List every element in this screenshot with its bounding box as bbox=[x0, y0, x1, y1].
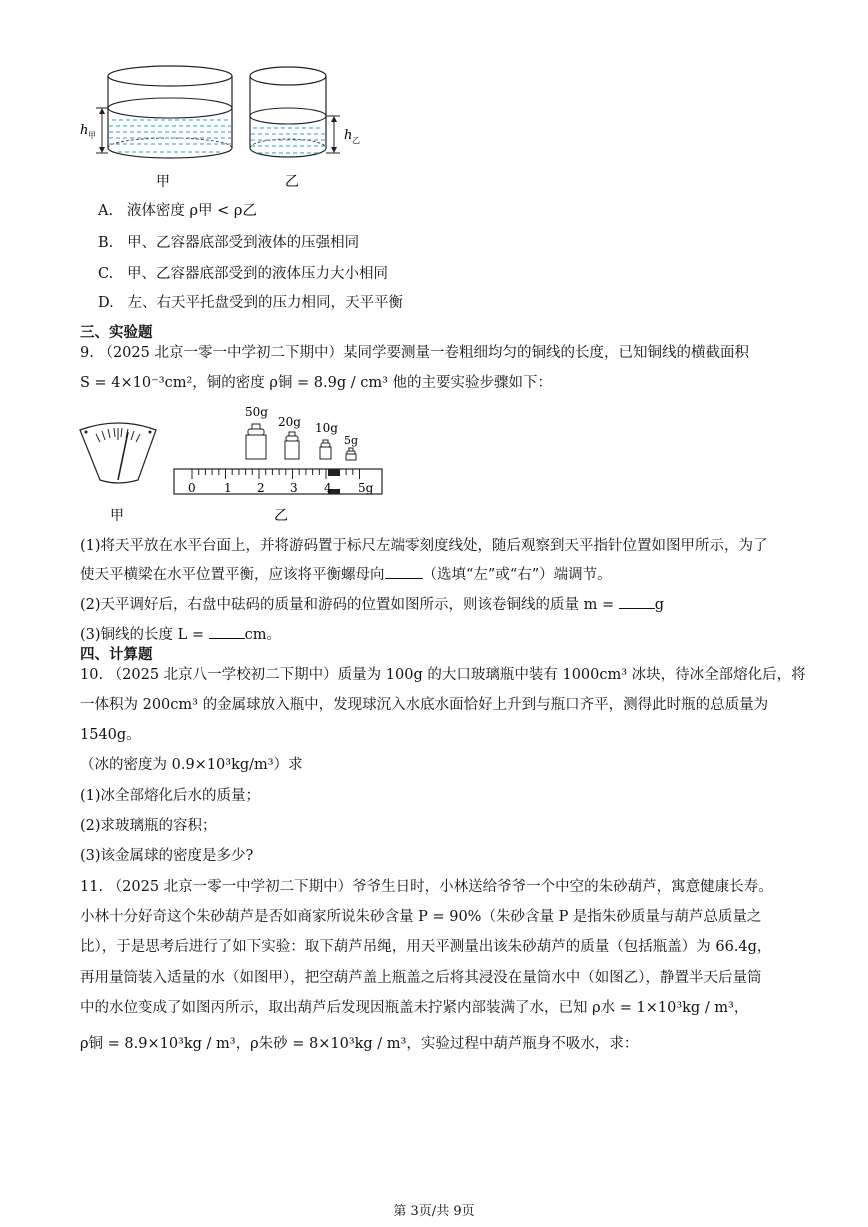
q9-step3-unit: cm。 bbox=[244, 627, 282, 643]
q10-sub3: (3)该金属球的密度是多少? bbox=[80, 848, 254, 864]
q9-step1-line1: (1)将天平放在水平台面上，并将游码置于标尺左端零刻度线处，随后观察到天平指针位置如图甲所示，为了 bbox=[80, 538, 768, 554]
scale-label-3: 3 bbox=[290, 481, 298, 495]
h-yi-label: h bbox=[344, 128, 353, 143]
option-a-text: 液体密度 ρ甲 < ρ乙 bbox=[126, 203, 257, 219]
page-footer: 第 3页/共 9页 bbox=[393, 1204, 475, 1219]
q9-line2: S = 4×10⁻³cm²，铜的密度 ρ铜 = 8.9g / cm³ 他的主要实验步骤如下： bbox=[80, 375, 553, 391]
q9-step3-blank[interactable] bbox=[209, 624, 245, 639]
cylinder-yi bbox=[250, 67, 360, 157]
q11-line5: 中的水位变成了如图丙所示，取出葫芦后发现因瓶盖未拧紧内部装满了水，已知 ρ水 = 1×10³kg / m³， bbox=[80, 1000, 749, 1016]
q9-step2-unit: g bbox=[654, 597, 665, 613]
weight-20g-label: 20g bbox=[278, 415, 301, 429]
weight-50g-icon bbox=[246, 424, 266, 459]
q9-line1: 9. （2025 北京一零一中学初二下期中）某同学要测量一卷粗细均匀的铜线的长度，已知铜线的横截面积 bbox=[80, 345, 749, 361]
q9-step1-blank[interactable] bbox=[385, 564, 423, 579]
option-d bbox=[98, 293, 403, 313]
scale-ruler bbox=[174, 469, 382, 495]
q10-sub1: (1)冰全部熔化后水的质量； bbox=[80, 788, 261, 804]
q9-step2-text: (2)天平调好后，右盘中砝码的质量和游码的位置如图所示，则该卷铜线的质量 m = bbox=[80, 597, 615, 613]
balance-figure bbox=[78, 402, 398, 526]
scale-label-4: 4 bbox=[324, 481, 332, 495]
q10-line4: （冰的密度为 0.9×10³kg/m³）求 bbox=[80, 757, 303, 773]
scale-label-0: 0 bbox=[188, 481, 196, 495]
scale-label-2: 2 bbox=[257, 481, 265, 495]
q11-line3: 比），于是思考后进行了如下实验：取下葫芦吊绳，用天平测量出该朱砂葫芦的质量（包括瓶盖）为 66.4g， bbox=[80, 939, 772, 955]
scale-label-5g: 5g bbox=[358, 481, 374, 495]
option-c-text: 甲、乙容器底部受到的液体压力大小相同 bbox=[127, 266, 389, 282]
pointer-dial-icon bbox=[80, 423, 156, 483]
q9-step1-line2 bbox=[80, 564, 612, 585]
h-yi-sub: 乙 bbox=[352, 136, 360, 145]
weight-20g-icon bbox=[285, 432, 299, 459]
q9-step2 bbox=[80, 594, 664, 615]
q9-step1-text-end: （选填“左”或“右”）端调节。 bbox=[422, 567, 612, 583]
q10-line2: 一体积为 200cm³ 的金属球放入瓶中，发现球沉入水底水面恰好上升到与瓶口齐平，测得此时瓶的总质量为 bbox=[80, 697, 769, 713]
rider-top bbox=[328, 469, 340, 476]
option-a bbox=[98, 201, 257, 221]
section-heading-calculation: 四、计算题 bbox=[80, 646, 153, 663]
h-jia-sub: 甲 bbox=[88, 131, 96, 140]
section-heading-experiment: 三、实验题 bbox=[80, 324, 153, 341]
q9-step1-text: 使天平横梁在水平位置平衡，应该将平衡螺母向 bbox=[80, 567, 385, 583]
label-jia: 甲 bbox=[156, 174, 170, 190]
option-b-text: 甲、乙容器底部受到液体的压强相同 bbox=[127, 235, 360, 251]
option-d-text: 左、右天平托盘受到的压力相同，天平平衡 bbox=[127, 295, 404, 311]
option-d-prefix: D. bbox=[98, 295, 114, 311]
fig-label-jia: 甲 bbox=[110, 508, 124, 524]
scale-label-1: 1 bbox=[224, 481, 232, 495]
q10-sub2: (2)求玻璃瓶的容积； bbox=[80, 818, 217, 834]
q11-line1: 11. （2025 北京一零一中学初二下期中）爷爷生日时，小林送给爷爷一个中空的朱砂葫芦，寓意健康长寿。 bbox=[80, 879, 773, 895]
option-b bbox=[98, 233, 359, 253]
weight-5g-icon bbox=[346, 448, 356, 460]
h-jia-label: h bbox=[80, 123, 89, 138]
option-c-prefix: C. bbox=[98, 266, 114, 282]
cylinders-figure bbox=[78, 62, 378, 194]
option-a-prefix: A. bbox=[98, 203, 114, 219]
label-yi: 乙 bbox=[285, 174, 299, 190]
q10-line3: 1540g。 bbox=[80, 727, 141, 743]
weight-10g-icon bbox=[320, 440, 331, 459]
q10-line1: 10. （2025 北京八一学校初二下期中）质量为 100g 的大口玻璃瓶中装有 1000cm³ 冰块，待冰全部熔化后，将 bbox=[80, 667, 806, 683]
option-b-prefix: B. bbox=[98, 235, 114, 251]
q9-step2-blank[interactable] bbox=[619, 594, 655, 609]
weight-50g-label: 50g bbox=[245, 405, 268, 419]
weight-5g-label: 5g bbox=[344, 434, 359, 447]
option-c bbox=[98, 264, 388, 284]
q11-line4: 再用量筒装入适量的水（如图甲），把空葫芦盖上瓶盖之后将其浸没在量筒水中（如图乙），静置半天后量筒 bbox=[80, 970, 762, 986]
q9-step3 bbox=[80, 624, 281, 645]
weight-10g-label: 10g bbox=[315, 421, 338, 435]
q11-line2: 小林十分好奇这个朱砂葫芦是否如商家所说朱砂含量 P = 90%（朱砂含量 P 是指朱砂质量与葫芦总质量之 bbox=[80, 909, 762, 925]
fig-label-yi: 乙 bbox=[274, 508, 288, 524]
q9-step3-text: (3)铜线的长度 L = bbox=[80, 627, 205, 643]
cylinder-jia bbox=[80, 66, 232, 158]
q11-line6: ρ铜 = 8.9×10³kg / m³，ρ朱砂 = 8×10³kg / m³，实验过程中葫芦瓶身不吸水，求： bbox=[80, 1036, 639, 1052]
